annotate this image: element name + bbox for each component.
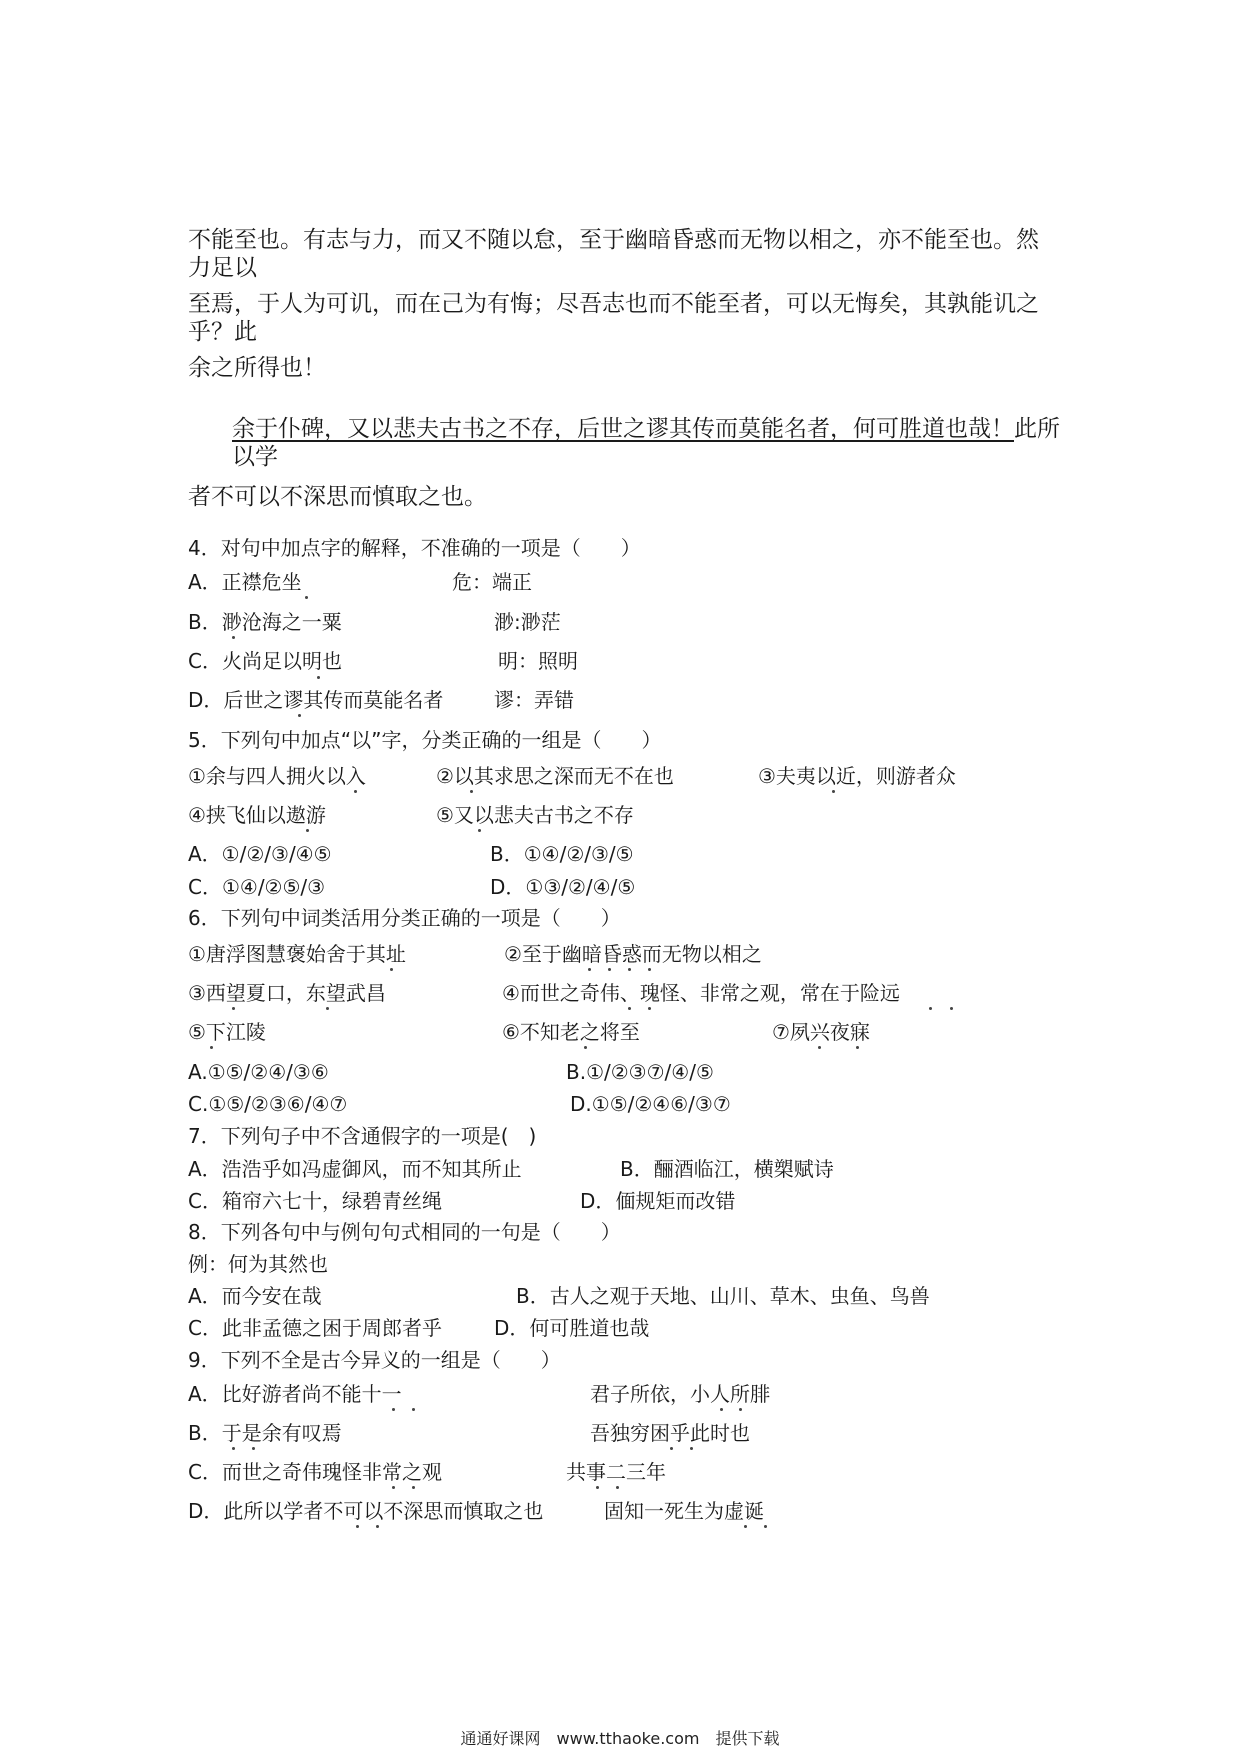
q5-sentence-4: ④挟飞仙以遨游 [188,803,326,827]
q5-sentence-2: ②以其求思之深而无不在也 [436,764,674,788]
q9-option-c-pair: 共事二三年 [566,1460,666,1484]
q9-option-c: C．而世之奇伟瑰怪非常之观 [188,1460,442,1484]
q8-stem: 8．下列各句中与例句句式相同的一句是（ ） [188,1220,621,1244]
q8-option-b: B．古人之观于天地、山川、草木、虫鱼、鸟兽 [516,1284,930,1308]
q6-sentence-6: ⑥不知老之将至 [502,1020,640,1044]
q4-option-c: C．火尚足以明也 [188,649,342,673]
q9-option-b: B．于是余有叹焉 [188,1421,342,1445]
q9-option-b-pair: 吾独穷困乎此时也 [590,1421,750,1445]
footer-credit: 通通好课网 www.tthaoke.com 提供下载 [460,1729,780,1748]
q5-sentence-1: ①余与四人拥火以入 [188,764,366,788]
q4-option-d-gloss: 谬：弄错 [494,688,574,712]
q8-option-a: A．而今安在哉 [188,1284,322,1308]
q9-option-a: A．比好游者尚不能十一 [188,1382,402,1406]
q4-stem: 4．对句中加点字的解释，不准确的一项是（ ） [188,536,641,560]
q6-sentence-2: ②至于幽暗昏惑而无物以相之 [504,942,762,966]
q8-example: 例：何为其然也 [188,1252,328,1276]
q5-option-a: A．①/②/③/④⑤ [188,842,332,866]
q6-option-d: D.①⑤/②④⑥/③⑦ [570,1092,731,1116]
q9-option-d-pair: 固知一死生为虚诞 [604,1499,764,1523]
passage-line-5: 者不可以不深思而慎取之也。 [188,484,487,510]
q6-sentence-3: ③西望夏口，东望武昌 [188,981,386,1005]
q5-sentence-3: ③夫夷以近，则游者众 [758,764,956,788]
underlined-sentence: 余于仆碑，又以悲夫古书之不存，后世之谬其传而莫能名者，何可胜道也哉！ [232,416,1014,442]
q6-sentence-1: ①唐浮图慧褒始舍于其址 [188,942,406,966]
q7-option-c: C．箱帘六七十，绿碧青丝绳 [188,1189,442,1213]
q5-option-d: D．①③/②/④/⑤ [490,875,636,899]
q8-option-c: C．此非孟德之困于周郎者乎 [188,1316,442,1340]
q6-sentence-5: ⑤下江陵 [188,1020,266,1044]
q5-sentence-5: ⑤又以悲夫古书之不存 [436,803,634,827]
q5-option-b: B．①④/②/③/⑤ [490,842,634,866]
q4-option-c-gloss: 明：照明 [498,649,578,673]
q4-option-d: D．后世之谬其传而莫能名者 [188,688,444,712]
q8-option-d: D．何可胜道也哉 [494,1316,650,1340]
q4-option-a-gloss: 危：端正 [452,570,532,594]
q9-stem: 9．下列不全是古今异义的一组是（ ） [188,1348,561,1372]
q7-option-d: D．偭规矩而改错 [580,1189,736,1213]
q6-option-a: A.①⑤/②④/③⑥ [188,1060,329,1084]
q6-option-c: C.①⑤/②③⑥/④⑦ [188,1092,348,1116]
passage-line-2: 至焉，于人为可讥，而在己为有悔；尽吾志也而不能至者，可以无悔矣，其孰能讥之乎？此 [188,291,1039,345]
passage-line-4-rest: 此所以学 [232,416,1060,470]
q6-option-b: B.①/②③⑦/④/⑤ [566,1060,714,1084]
q4-option-b: B．渺沧海之一粟 [188,610,342,634]
passage-line-4 [232,415,1060,471]
q6-sentence-4: ④而世之奇伟、瑰怪、非常之观，常在于险远 [502,981,900,1005]
q7-option-b: B．酾酒临江，横槊赋诗 [620,1157,834,1181]
q4-option-a: A．正襟危坐 [188,570,302,594]
q7-stem: 7．下列句子中不含通假字的一项是( ) [188,1124,537,1148]
q4-option-b-gloss: 渺:渺茫 [494,610,561,634]
q7-option-a: A．浩浩乎如冯虚御风，而不知其所止 [188,1157,522,1181]
passage-line-1: 不能至也。有志与力，而又不随以怠，至于幽暗昏惑而无物以相之，亦不能至也。然力足以 [188,227,1039,281]
q6-sentence-7: ⑦夙兴夜寐 [772,1020,870,1044]
passage-line-3: 余之所得也！ [188,355,326,381]
q5-option-c: C．①④/②⑤/③ [188,875,326,899]
q9-option-d: D．此所以学者不可以不深思而慎取之也 [188,1499,544,1523]
q9-option-a-pair: 君子所依，小人所腓 [590,1382,770,1406]
q6-stem: 6．下列句中词类活用分类正确的一项是（ ） [188,906,621,930]
q5-stem: 5．下列句中加点“以”字，分类正确的一组是（ ） [188,728,662,752]
